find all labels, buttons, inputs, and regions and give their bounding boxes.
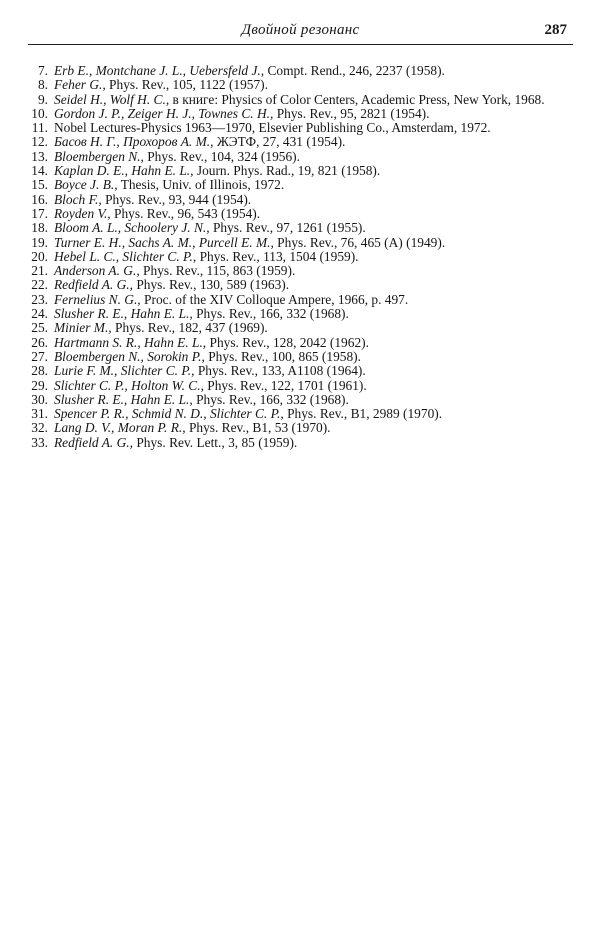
reference-authors: Fernelius N. G., — [54, 291, 141, 307]
reference-source: Phys. Rev., 166, 332 (1968). — [196, 391, 349, 407]
reference-list — [31, 63, 566, 450]
reference-source: ЖЭТФ, 27, 431 (1954). — [216, 134, 346, 150]
reference-authors: Slusher R. E., Hahn E. L., — [54, 306, 193, 322]
reference-number: 16. — [31, 191, 48, 207]
reference-authors: Turner E. H., Sachs A. M., Purcell E. M., — [54, 234, 274, 250]
reference-item — [31, 134, 566, 150]
reference-number: 12. — [31, 134, 48, 150]
reference-source: Phys. Rev., B1, 53 (1970). — [188, 420, 331, 436]
reference-authors: Slichter C. P., Holton W. C., — [54, 377, 204, 393]
reference-item — [31, 420, 566, 436]
page-number: 287 — [544, 22, 567, 38]
reference-authors: Erb E., Montchane J. L., Uebersfeld J., — [54, 63, 265, 78]
reference-number: 17. — [31, 205, 48, 221]
reference-number: 14. — [31, 163, 48, 179]
reference-number: 21. — [31, 263, 48, 279]
reference-number: 7. — [37, 63, 48, 78]
reference-source: Phys. Rev., 104, 324 (1956). — [147, 148, 300, 164]
reference-number: 19. — [31, 234, 48, 250]
reference-authors: Feher G., — [54, 77, 106, 93]
reference-item — [31, 234, 566, 250]
reference-number: 11. — [31, 120, 48, 136]
reference-authors: Bloom A. L., Schoolery J. N., — [54, 220, 210, 236]
reference-item — [31, 177, 566, 193]
reference-item — [34, 93, 566, 107]
reference-source: Journ. Phys. Rad., 19, 821 (1958). — [196, 163, 381, 179]
reference-source: Phys. Rev., 96, 543 (1954). — [114, 205, 261, 221]
reference-number: 23. — [31, 291, 48, 307]
reference-authors: Bloembergen N., Sorokin P., — [54, 348, 205, 364]
reference-source: Phys. Rev., 182, 437 (1969). — [115, 320, 268, 336]
reference-number: 28. — [31, 363, 48, 379]
reference-item — [31, 277, 566, 293]
reference-item — [31, 120, 566, 136]
reference-item — [31, 291, 566, 307]
reference-number: 18. — [31, 220, 48, 236]
reference-source: Phys. Rev., 76, 465 (A) (1949). — [277, 234, 446, 250]
reference-number: 22. — [31, 277, 48, 293]
reference-authors: Lang D. V., Moran P. R., — [54, 420, 186, 436]
reference-authors: Royden V., — [54, 205, 111, 221]
reference-number: 27. — [31, 348, 48, 364]
reference-item — [31, 148, 566, 164]
reference-source: Compt. Rend., 246, 2237 (1958). — [267, 63, 445, 78]
reference-item — [31, 320, 566, 336]
reference-item — [31, 105, 566, 121]
reference-number: 31. — [31, 406, 48, 422]
reference-authors: Lurie F. M., Slichter C. P., — [54, 363, 195, 379]
reference-item — [31, 191, 566, 207]
reference-source: Nobel Lectures-Physics 1963—1970, Elsevier Publishing Co., Amsterdam, 1972. — [54, 120, 491, 136]
reference-authors: Slusher R. E., Hahn E. L., — [54, 391, 193, 407]
reference-number: 26. — [31, 334, 48, 350]
reference-source: Proc. of the XIV Colloque Ampere, 1966, p. 497. — [144, 291, 409, 307]
reference-item — [31, 220, 566, 236]
reference-authors: Bloembergen N., — [54, 148, 144, 164]
reference-source: Phys. Rev., 128, 2042 (1962). — [209, 334, 369, 350]
reference-authors: Anderson A. G., — [54, 263, 140, 279]
reference-source: Phys. Rev., 100, 865 (1958). — [208, 348, 361, 364]
reference-number: 13. — [31, 148, 48, 164]
reference-authors: Boyce J. B., — [54, 177, 118, 193]
reference-item — [31, 205, 566, 221]
reference-number: 33. — [31, 434, 48, 450]
reference-number: 15. — [31, 177, 48, 193]
header-rule — [28, 44, 573, 45]
reference-item — [31, 377, 566, 393]
reference-item — [31, 434, 566, 450]
reference-number: 10. — [31, 105, 48, 121]
reference-source: Phys. Rev. Lett., 3, 85 (1959). — [136, 434, 298, 450]
reference-number: 32. — [31, 420, 48, 436]
reference-number: 25. — [31, 320, 48, 336]
reference-number: 30. — [31, 391, 48, 407]
reference-authors: Minier M., — [54, 320, 112, 336]
reference-number: 20. — [31, 248, 48, 264]
reference-source: Phys. Rev., 97, 1261 (1955). — [212, 220, 366, 236]
reference-item — [31, 334, 566, 350]
reference-item — [34, 64, 566, 78]
reference-authors: Hebel L. C., Slichter C. P., — [54, 248, 197, 264]
reference-authors: Hartmann S. R., Hahn E. L., — [54, 334, 207, 350]
page-header — [28, 22, 573, 46]
reference-item — [31, 306, 566, 322]
reference-authors: Spencer P. R., Schmid N. D., Slichter C. P., — [54, 406, 284, 422]
reference-source: Phys. Rev., 122, 1701 (1961). — [207, 377, 367, 393]
reference-source: Phys. Rev., 95, 2821 (1954). — [276, 105, 430, 121]
reference-item — [31, 363, 566, 379]
reference-item — [31, 248, 566, 264]
reference-authors: Redfield A. G., — [54, 277, 133, 293]
reference-source: Phys. Rev., 93, 944 (1954). — [105, 191, 252, 207]
reference-item — [31, 348, 566, 364]
reference-number: 24. — [31, 306, 48, 322]
reference-source: в книге: Physics of Color Centers, Academic Press, New York, 1968. — [172, 91, 545, 107]
reference-source: Phys. Rev., 133, A1108 (1964). — [197, 363, 366, 379]
reference-source: Phys. Rev., 130, 589 (1963). — [136, 277, 290, 293]
reference-number: 9. — [37, 91, 48, 107]
reference-number: 29. — [31, 377, 48, 393]
reference-source: Phys. Rev., B1, 2989 (1970). — [287, 406, 443, 422]
reference-item — [31, 163, 566, 179]
reference-authors: Gordon J. P., Zeiger H. J., Townes C. H., — [54, 105, 274, 121]
reference-item — [34, 78, 566, 92]
running-title: Двойной резонанс — [241, 22, 360, 38]
reference-authors: Bloch F., — [54, 191, 102, 207]
reference-item — [31, 391, 566, 407]
reference-source: Phys. Rev., 115, 863 (1959). — [143, 263, 296, 279]
reference-authors: Seidel H., Wolf H. C., — [54, 91, 170, 107]
reference-source: Phys. Rev., 105, 1122 (1957). — [109, 77, 268, 93]
reference-authors: Басов Н. Г., Прохоров А. М., — [54, 134, 214, 150]
reference-item — [31, 263, 566, 279]
reference-item — [31, 406, 566, 422]
reference-authors: Redfield A. G., — [54, 434, 133, 450]
reference-source: Phys. Rev., 113, 1504 (1959). — [199, 248, 359, 264]
reference-source: Thesis, Univ. of Illinois, 1972. — [120, 177, 285, 193]
reference-source: Phys. Rev., 166, 332 (1968). — [196, 306, 349, 322]
reference-authors: Kaplan D. E., Hahn E. L., — [54, 163, 194, 179]
reference-number: 8. — [37, 77, 48, 93]
